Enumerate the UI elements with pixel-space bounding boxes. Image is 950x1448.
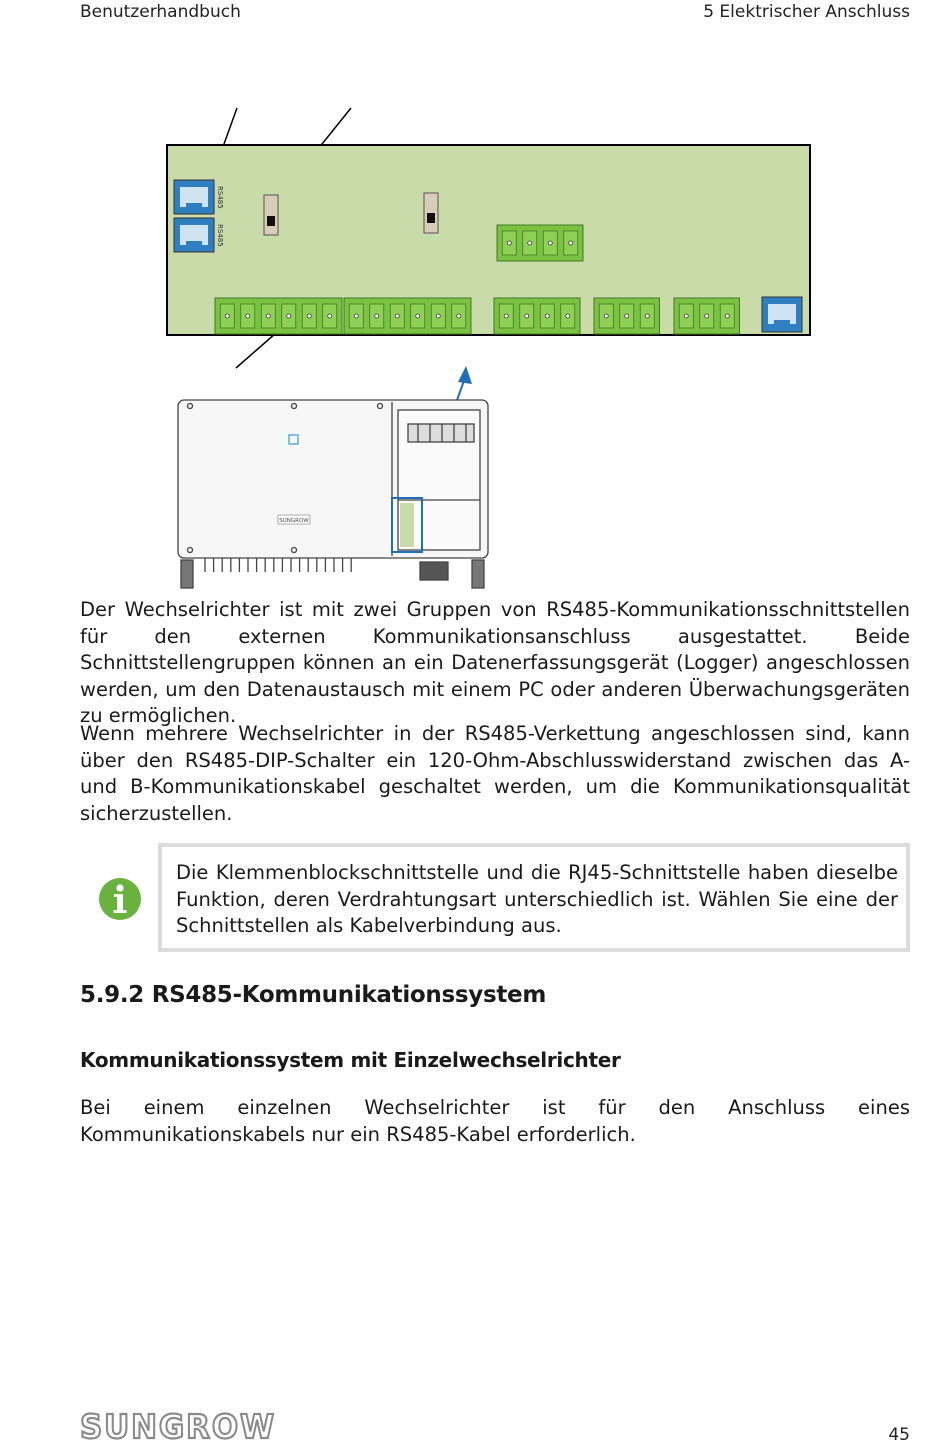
- terminal-screw: [569, 241, 573, 245]
- terminal-screw: [266, 314, 270, 318]
- rj45-port-bottom: [174, 218, 214, 252]
- terminal-screw: [457, 314, 461, 318]
- dip-switch-1: [264, 195, 278, 235]
- terminal-screw: [625, 314, 629, 318]
- sungrow-logo: [80, 1410, 280, 1444]
- terminal-screw: [525, 314, 529, 318]
- page-number: 45: [888, 1425, 910, 1445]
- terminal-screw: [548, 241, 552, 245]
- terminal-screw: [545, 314, 549, 318]
- rj45-port-right: [762, 297, 802, 332]
- terminal-screw: [307, 314, 311, 318]
- terminal-screw: [328, 314, 332, 318]
- comm-board-thumbnail: [400, 503, 414, 547]
- terminal-screw: [705, 314, 709, 318]
- terminal-screw: [566, 314, 570, 318]
- terminal-screw: [354, 314, 358, 318]
- terminal-screw: [725, 314, 729, 318]
- terminal-screw: [375, 314, 379, 318]
- terminal-screw: [416, 314, 420, 318]
- terminal-screw: [528, 241, 532, 245]
- svg-text:SUNGROW: SUNGROW: [80, 1410, 276, 1444]
- terminal-screw: [287, 314, 291, 318]
- paragraph-rs485-groups: Der Wechselrichter ist mit zwei Gruppen von RS485-Kommunikationsschnittstellen für den externen Kommunikationsanschluss ausgestattet. Beide Schnittstellengruppen können an ein Datenerfassungsgerät (Logger) angeschlossen werden, um den Datenaustausch mit einem PC oder anderen Überwachungsgeräten zu ermöglichen.: [80, 598, 910, 727]
- terminal-screw: [436, 314, 440, 318]
- running-header-title: Benutzerhandbuch: [80, 2, 241, 22]
- callout-line-terminal: [236, 333, 276, 368]
- terminal-screw: [225, 314, 229, 318]
- terminal-screw: [507, 241, 511, 245]
- board-label-rs485-1: RS485: [216, 186, 224, 209]
- inverter-drawing: [178, 400, 488, 588]
- inverter-brand-label: SUNGROW: [279, 518, 309, 524]
- paragraph-single-inverter: Bei einem einzelnen Wechselrichter ist für den Anschluss eines Kommunikationskabels nur ein RS485-Kabel erforderlich.: [80, 1096, 910, 1146]
- arrow-head: [458, 366, 472, 384]
- board-label-rs485-2: RS485: [216, 224, 224, 247]
- terminal-screw: [604, 314, 608, 318]
- note-text: Die Klemmenblockschnittstelle und die RJ45-Schnittstelle haben dieselbe Funktion, deren Verdrahtungsart unterschiedlich ist. Wählen Sie eine der Schnittstellen als Kabelverbindung aus.: [176, 861, 898, 937]
- terminal-screw: [504, 314, 508, 318]
- terminal-screw: [645, 314, 649, 318]
- note-box: [158, 843, 910, 952]
- communication-board-figure: [0, 0, 950, 600]
- terminal-screw: [684, 314, 688, 318]
- subsection-heading: Kommunikationssystem mit Einzelwechselrichter: [80, 1048, 621, 1072]
- terminal-screw: [395, 314, 399, 318]
- rj45-port-top: [174, 180, 214, 214]
- info-icon: [98, 877, 142, 921]
- running-header-chapter: 5 Elektrischer Anschluss: [703, 2, 910, 22]
- dip-switch-2: [424, 193, 438, 233]
- terminal-screw: [246, 314, 250, 318]
- paragraph-dip-switch: Wenn mehrere Wechselrichter in der RS485-Verkettung angeschlossen sind, kann über den RS485-DIP-Schalter ein 120-Ohm-Abschlusswiderstand zwischen das A- und B-Kommunikationskabel geschaltet werden, um die Kommunikationsqualität sicherzustellen.: [80, 722, 910, 825]
- inverter-fins: [205, 558, 351, 572]
- section-heading: 5.9.2 RS485-Kommunikationssystem: [80, 982, 546, 1008]
